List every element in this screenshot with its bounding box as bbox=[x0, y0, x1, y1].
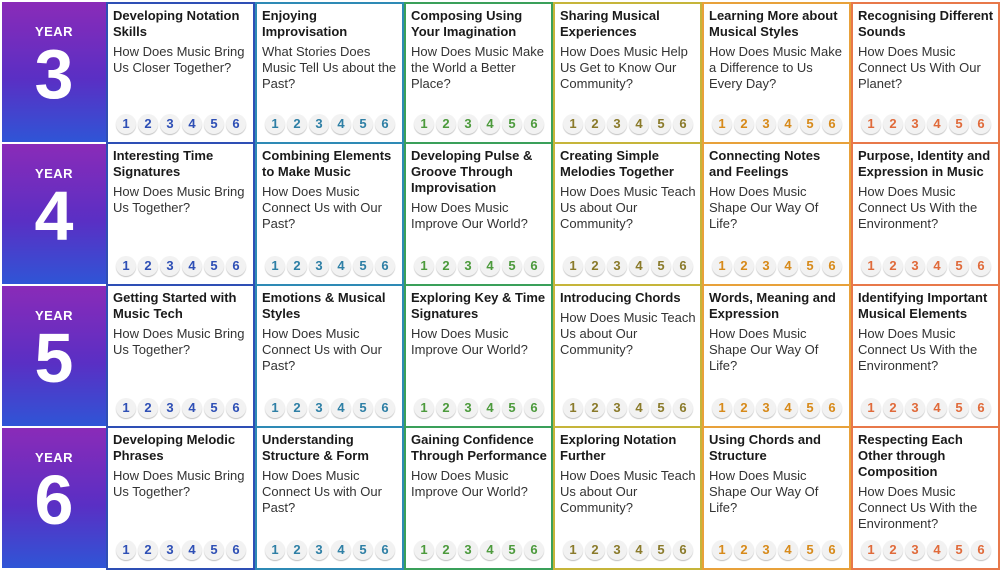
lesson-button[interactable]: 1 bbox=[265, 114, 285, 134]
lesson-button[interactable]: 5 bbox=[353, 114, 373, 134]
unit-title: Words, Meaning and Expression bbox=[709, 290, 836, 321]
lesson-button[interactable]: 3 bbox=[607, 398, 627, 418]
lesson-button[interactable]: 2 bbox=[436, 114, 456, 134]
lesson-button[interactable]: 2 bbox=[883, 114, 903, 134]
lesson-button[interactable]: 2 bbox=[287, 398, 307, 418]
lesson-button[interactable]: 5 bbox=[949, 114, 969, 134]
unit-card[interactable] bbox=[255, 2, 404, 144]
lesson-list bbox=[414, 398, 544, 418]
lesson-button[interactable]: 1 bbox=[712, 256, 732, 276]
lesson-button[interactable]: 6 bbox=[673, 540, 693, 560]
lesson-button[interactable]: 3 bbox=[309, 540, 329, 560]
unit-card[interactable] bbox=[702, 286, 851, 428]
lesson-button[interactable]: 5 bbox=[204, 398, 224, 418]
lesson-button[interactable]: 2 bbox=[138, 398, 158, 418]
unit-title: Connecting Notes and Feelings bbox=[709, 148, 821, 179]
lesson-button[interactable]: 4 bbox=[927, 256, 947, 276]
lesson-button[interactable]: 6 bbox=[673, 256, 693, 276]
year-label: YEAR bbox=[34, 24, 74, 39]
year-number: 3 bbox=[34, 35, 74, 113]
unit-card[interactable] bbox=[553, 2, 702, 144]
lesson-button[interactable]: 3 bbox=[905, 256, 925, 276]
unit-question: How Does Music Connect Us with Our Past? bbox=[262, 468, 382, 515]
lesson-button[interactable]: 6 bbox=[226, 114, 246, 134]
lesson-list bbox=[861, 114, 991, 134]
lesson-list bbox=[116, 398, 246, 418]
year-label: YEAR bbox=[34, 308, 74, 323]
lesson-button[interactable]: 4 bbox=[331, 398, 351, 418]
unit-question: How Does Music Make a Difference to Us Every Day? bbox=[709, 44, 842, 91]
lesson-button[interactable]: 1 bbox=[563, 114, 583, 134]
lesson-button[interactable]: 5 bbox=[502, 114, 522, 134]
lesson-button[interactable]: 4 bbox=[480, 256, 500, 276]
lesson-button[interactable]: 4 bbox=[182, 256, 202, 276]
lesson-button[interactable]: 3 bbox=[309, 398, 329, 418]
unit-title: Learning More about Musical Styles bbox=[709, 8, 838, 39]
lesson-button[interactable]: 3 bbox=[905, 540, 925, 560]
unit-question: How Does Music Help Us Get to Know Our Community? bbox=[560, 44, 688, 91]
lesson-button[interactable]: 1 bbox=[116, 540, 136, 560]
lesson-button[interactable]: 1 bbox=[712, 398, 732, 418]
unit-card[interactable] bbox=[702, 2, 851, 144]
lesson-button[interactable]: 1 bbox=[861, 256, 881, 276]
lesson-button[interactable]: 4 bbox=[927, 114, 947, 134]
lesson-list bbox=[712, 114, 842, 134]
lesson-button[interactable]: 1 bbox=[861, 540, 881, 560]
lesson-button[interactable]: 3 bbox=[458, 540, 478, 560]
lesson-button[interactable]: 4 bbox=[331, 114, 351, 134]
year-5-header bbox=[2, 286, 106, 428]
lesson-button[interactable]: 1 bbox=[861, 398, 881, 418]
unit-card[interactable] bbox=[851, 428, 1000, 570]
unit-title: Gaining Confidence Through Performance bbox=[411, 432, 547, 463]
unit-card[interactable] bbox=[553, 144, 702, 286]
lesson-button[interactable]: 5 bbox=[204, 114, 224, 134]
lesson-button[interactable]: 3 bbox=[160, 540, 180, 560]
lesson-button[interactable]: 5 bbox=[502, 256, 522, 276]
lesson-button[interactable]: 5 bbox=[651, 540, 671, 560]
lesson-button[interactable]: 6 bbox=[375, 540, 395, 560]
unit-title: Composing Using Your Imagination bbox=[411, 8, 523, 39]
lesson-button[interactable]: 4 bbox=[331, 540, 351, 560]
unit-question: How Does Music Shape Our Way Of Life? bbox=[709, 184, 819, 231]
unit-title: Developing Pulse & Groove Through Improvisation bbox=[411, 148, 533, 195]
unit-card[interactable] bbox=[106, 428, 255, 570]
lesson-button[interactable]: 2 bbox=[287, 256, 307, 276]
lesson-list bbox=[265, 398, 395, 418]
lesson-button[interactable]: 4 bbox=[629, 540, 649, 560]
lesson-button[interactable]: 5 bbox=[204, 256, 224, 276]
lesson-button[interactable]: 5 bbox=[651, 114, 671, 134]
unit-question: How Does Music Connect Us with Our Past? bbox=[262, 326, 382, 373]
lesson-list bbox=[563, 398, 693, 418]
unit-title: Respecting Each Other through Composition bbox=[858, 432, 963, 479]
lesson-button[interactable]: 3 bbox=[309, 256, 329, 276]
lesson-button[interactable]: 6 bbox=[375, 256, 395, 276]
lesson-button[interactable]: 5 bbox=[502, 398, 522, 418]
lesson-button[interactable]: 3 bbox=[458, 398, 478, 418]
unit-question: How Does Music Connect Us With the Environment? bbox=[858, 326, 978, 373]
lesson-button[interactable]: 6 bbox=[524, 114, 544, 134]
unit-question: How Does Music Make the World a Better Place? bbox=[411, 44, 544, 91]
lesson-button[interactable]: 6 bbox=[375, 398, 395, 418]
lesson-button[interactable]: 5 bbox=[949, 256, 969, 276]
unit-card[interactable] bbox=[702, 144, 851, 286]
lesson-button[interactable]: 4 bbox=[927, 540, 947, 560]
lesson-list bbox=[116, 114, 246, 134]
unit-card[interactable] bbox=[851, 144, 1000, 286]
lesson-button[interactable]: 6 bbox=[673, 398, 693, 418]
unit-title: Creating Simple Melodies Together bbox=[560, 148, 674, 179]
unit-card[interactable] bbox=[106, 144, 255, 286]
lesson-button[interactable]: 3 bbox=[607, 256, 627, 276]
lesson-button[interactable]: 2 bbox=[585, 398, 605, 418]
lesson-button[interactable]: 4 bbox=[182, 540, 202, 560]
lesson-button[interactable]: 5 bbox=[800, 114, 820, 134]
lesson-button[interactable]: 3 bbox=[905, 398, 925, 418]
lesson-button[interactable]: 6 bbox=[971, 256, 991, 276]
year-label: YEAR bbox=[34, 450, 74, 465]
unit-question: How Does Music Teach Us about Our Community? bbox=[560, 468, 696, 515]
lesson-button[interactable]: 2 bbox=[585, 114, 605, 134]
lesson-button[interactable]: 2 bbox=[436, 398, 456, 418]
lesson-button[interactable]: 4 bbox=[480, 540, 500, 560]
unit-card[interactable] bbox=[106, 286, 255, 428]
lesson-button[interactable]: 5 bbox=[353, 256, 373, 276]
year-label: YEAR bbox=[34, 166, 74, 181]
lesson-button[interactable]: 5 bbox=[353, 540, 373, 560]
lesson-button[interactable]: 5 bbox=[353, 398, 373, 418]
unit-question: How Does Music Connect Us With Our Planet? bbox=[858, 44, 981, 91]
unit-title: Enjoying Improvisation bbox=[262, 8, 348, 39]
lesson-button[interactable]: 6 bbox=[971, 398, 991, 418]
lesson-button[interactable]: 1 bbox=[116, 256, 136, 276]
lesson-button[interactable]: 2 bbox=[734, 398, 754, 418]
lesson-button[interactable]: 2 bbox=[436, 256, 456, 276]
lesson-button[interactable]: 5 bbox=[502, 540, 522, 560]
lesson-button[interactable]: 3 bbox=[160, 398, 180, 418]
lesson-button[interactable]: 6 bbox=[971, 114, 991, 134]
lesson-button[interactable]: 2 bbox=[585, 540, 605, 560]
unit-title: Understanding Structure & Form bbox=[262, 432, 369, 463]
year-4-header bbox=[2, 144, 106, 286]
lesson-button[interactable]: 1 bbox=[563, 540, 583, 560]
lesson-button[interactable]: 4 bbox=[182, 398, 202, 418]
year-6-header bbox=[2, 428, 106, 570]
year-number: 4 bbox=[34, 177, 74, 255]
unit-title: Getting Started with Music Tech bbox=[113, 290, 237, 321]
lesson-button[interactable]: 4 bbox=[778, 114, 798, 134]
lesson-button[interactable]: 4 bbox=[778, 540, 798, 560]
lesson-button[interactable]: 6 bbox=[375, 114, 395, 134]
unit-title: Exploring Key & Time Signatures bbox=[411, 290, 546, 321]
unit-card[interactable] bbox=[851, 286, 1000, 428]
unit-card[interactable] bbox=[702, 428, 851, 570]
unit-card[interactable] bbox=[553, 428, 702, 570]
lesson-button[interactable]: 6 bbox=[822, 540, 842, 560]
lesson-button[interactable]: 4 bbox=[629, 114, 649, 134]
lesson-button[interactable]: 3 bbox=[458, 114, 478, 134]
lesson-list bbox=[861, 540, 991, 560]
lesson-button[interactable]: 4 bbox=[629, 256, 649, 276]
unit-question: How Does Music Teach Us about Our Community? bbox=[560, 184, 696, 231]
lesson-button[interactable]: 4 bbox=[331, 256, 351, 276]
lesson-button[interactable]: 5 bbox=[800, 540, 820, 560]
unit-question: How Does Music Bring Us Together? bbox=[113, 326, 245, 357]
lesson-list bbox=[712, 256, 842, 276]
unit-card[interactable] bbox=[851, 2, 1000, 144]
lesson-button[interactable]: 5 bbox=[651, 256, 671, 276]
lesson-button[interactable]: 2 bbox=[287, 114, 307, 134]
unit-question: How Does Music Bring Us Closer Together? bbox=[113, 44, 245, 75]
lesson-list bbox=[116, 540, 246, 560]
lesson-button[interactable]: 2 bbox=[585, 256, 605, 276]
lesson-button[interactable]: 6 bbox=[524, 540, 544, 560]
unit-question: How Does Music Shape Our Way Of Life? bbox=[709, 468, 819, 515]
lesson-button[interactable]: 6 bbox=[822, 114, 842, 134]
lesson-button[interactable]: 6 bbox=[226, 540, 246, 560]
lesson-list bbox=[712, 540, 842, 560]
unit-card[interactable] bbox=[553, 286, 702, 428]
lesson-button[interactable]: 4 bbox=[629, 398, 649, 418]
unit-title: Interesting Time Signatures bbox=[113, 148, 214, 179]
lesson-list bbox=[265, 114, 395, 134]
unit-card[interactable] bbox=[255, 144, 404, 286]
lesson-button[interactable]: 1 bbox=[861, 114, 881, 134]
lesson-button[interactable]: 2 bbox=[734, 114, 754, 134]
lesson-button[interactable]: 2 bbox=[138, 540, 158, 560]
unit-card[interactable] bbox=[255, 286, 404, 428]
lesson-list bbox=[563, 114, 693, 134]
unit-title: Recognising Different Sounds bbox=[858, 8, 994, 39]
unit-question: How Does Music Bring Us Together? bbox=[113, 184, 245, 215]
lesson-button[interactable]: 4 bbox=[182, 114, 202, 134]
unit-title: Identifying Important Musical Elements bbox=[858, 290, 988, 321]
lesson-button[interactable]: 2 bbox=[734, 540, 754, 560]
lesson-list bbox=[563, 540, 693, 560]
lesson-list bbox=[861, 256, 991, 276]
curriculum-grid bbox=[2, 2, 1002, 570]
lesson-button[interactable]: 3 bbox=[607, 540, 627, 560]
lesson-button[interactable]: 3 bbox=[905, 114, 925, 134]
lesson-button[interactable]: 5 bbox=[800, 398, 820, 418]
lesson-button[interactable]: 3 bbox=[756, 398, 776, 418]
lesson-button[interactable]: 1 bbox=[116, 398, 136, 418]
lesson-button[interactable]: 1 bbox=[563, 398, 583, 418]
lesson-button[interactable]: 3 bbox=[160, 114, 180, 134]
lesson-button[interactable]: 1 bbox=[563, 256, 583, 276]
lesson-button[interactable]: 5 bbox=[651, 398, 671, 418]
unit-question: How Does Music Shape Our Way Of Life? bbox=[709, 326, 819, 373]
lesson-button[interactable]: 2 bbox=[287, 540, 307, 560]
lesson-button[interactable]: 1 bbox=[414, 398, 434, 418]
lesson-button[interactable]: 3 bbox=[160, 256, 180, 276]
lesson-button[interactable]: 6 bbox=[226, 398, 246, 418]
unit-card[interactable] bbox=[404, 286, 553, 428]
lesson-button[interactable]: 6 bbox=[524, 256, 544, 276]
lesson-button[interactable]: 2 bbox=[883, 256, 903, 276]
unit-card[interactable] bbox=[404, 144, 553, 286]
lesson-list bbox=[414, 540, 544, 560]
lesson-list bbox=[265, 256, 395, 276]
lesson-button[interactable]: 6 bbox=[226, 256, 246, 276]
unit-title: Emotions & Musical Styles bbox=[262, 290, 386, 321]
unit-question: How Does Music Improve Our World? bbox=[411, 326, 528, 357]
unit-card[interactable] bbox=[404, 428, 553, 570]
lesson-button[interactable]: 2 bbox=[883, 540, 903, 560]
lesson-list bbox=[414, 114, 544, 134]
lesson-button[interactable]: 4 bbox=[778, 398, 798, 418]
lesson-button[interactable]: 1 bbox=[116, 114, 136, 134]
year-number: 6 bbox=[34, 461, 74, 539]
lesson-button[interactable]: 5 bbox=[800, 256, 820, 276]
unit-title: Using Chords and Structure bbox=[709, 432, 821, 463]
lesson-button[interactable]: 1 bbox=[265, 540, 285, 560]
unit-question: How Does Music Bring Us Together? bbox=[113, 468, 245, 499]
unit-title: Developing Melodic Phrases bbox=[113, 432, 236, 463]
lesson-list bbox=[563, 256, 693, 276]
lesson-button[interactable]: 4 bbox=[480, 114, 500, 134]
lesson-button[interactable]: 6 bbox=[822, 256, 842, 276]
lesson-button[interactable]: 3 bbox=[756, 256, 776, 276]
lesson-button[interactable]: 2 bbox=[436, 540, 456, 560]
lesson-list bbox=[414, 256, 544, 276]
unit-question: How Does Music Improve Our World? bbox=[411, 468, 528, 499]
lesson-button[interactable]: 3 bbox=[756, 114, 776, 134]
unit-title: Developing Notation Skills bbox=[113, 8, 240, 39]
unit-question: How Does Music Connect Us with Our Past? bbox=[262, 184, 382, 231]
lesson-list bbox=[265, 540, 395, 560]
year-3-header bbox=[2, 2, 106, 144]
unit-question: What Stories Does Music Tell Us about the Past? bbox=[262, 44, 397, 91]
lesson-button[interactable]: 1 bbox=[265, 398, 285, 418]
lesson-button[interactable]: 1 bbox=[414, 256, 434, 276]
unit-question: How Does Music Connect Us With the Environment? bbox=[858, 184, 978, 231]
lesson-list bbox=[116, 256, 246, 276]
lesson-button[interactable]: 2 bbox=[138, 114, 158, 134]
lesson-button[interactable]: 3 bbox=[607, 114, 627, 134]
lesson-button[interactable]: 3 bbox=[458, 256, 478, 276]
lesson-button[interactable]: 1 bbox=[712, 114, 732, 134]
lesson-list bbox=[712, 398, 842, 418]
lesson-button[interactable]: 5 bbox=[949, 398, 969, 418]
lesson-button[interactable]: 6 bbox=[673, 114, 693, 134]
lesson-button[interactable]: 2 bbox=[883, 398, 903, 418]
lesson-button[interactable]: 4 bbox=[927, 398, 947, 418]
lesson-list bbox=[861, 398, 991, 418]
unit-title: Introducing Chords bbox=[560, 290, 681, 305]
lesson-button[interactable]: 4 bbox=[778, 256, 798, 276]
lesson-button[interactable]: 6 bbox=[524, 398, 544, 418]
unit-title: Exploring Notation Further bbox=[560, 432, 677, 463]
lesson-button[interactable]: 4 bbox=[480, 398, 500, 418]
lesson-button[interactable]: 5 bbox=[204, 540, 224, 560]
unit-card[interactable] bbox=[106, 2, 255, 144]
lesson-button[interactable]: 5 bbox=[949, 540, 969, 560]
lesson-button[interactable]: 3 bbox=[756, 540, 776, 560]
lesson-button[interactable]: 2 bbox=[734, 256, 754, 276]
lesson-button[interactable]: 3 bbox=[309, 114, 329, 134]
unit-card[interactable] bbox=[255, 428, 404, 570]
unit-question: How Does Music Improve Our World? bbox=[411, 200, 528, 231]
unit-question: How Does Music Teach Us about Our Community? bbox=[560, 310, 696, 357]
lesson-button[interactable]: 6 bbox=[822, 398, 842, 418]
lesson-button[interactable]: 1 bbox=[414, 540, 434, 560]
unit-question: How Does Music Connect Us With the Environment? bbox=[858, 484, 978, 531]
unit-card[interactable] bbox=[404, 2, 553, 144]
unit-title: Combining Elements to Make Music bbox=[262, 148, 392, 179]
lesson-button[interactable]: 1 bbox=[265, 256, 285, 276]
unit-title: Sharing Musical Experiences bbox=[560, 8, 660, 39]
lesson-button[interactable]: 1 bbox=[712, 540, 732, 560]
unit-title: Purpose, Identity and Expression in Music bbox=[858, 148, 991, 179]
lesson-button[interactable]: 2 bbox=[138, 256, 158, 276]
lesson-button[interactable]: 6 bbox=[971, 540, 991, 560]
year-number: 5 bbox=[34, 319, 74, 397]
lesson-button[interactable]: 1 bbox=[414, 114, 434, 134]
